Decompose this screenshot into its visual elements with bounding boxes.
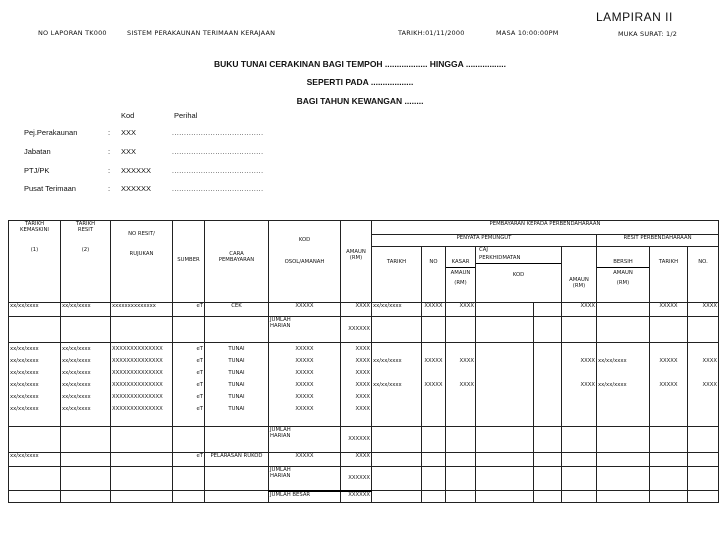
cell: [173, 317, 205, 343]
cell: xx/xx/xxxx xx/xx/xxxx: [597, 343, 650, 427]
cell: XXXX: [562, 303, 597, 317]
cell: [372, 491, 422, 503]
tarikh-cetak: TARIKH:01/11/2000: [398, 29, 465, 37]
table-row: [9, 453, 719, 467]
cell: [372, 427, 422, 453]
cell: XXXXX: [269, 453, 341, 467]
cell: PELARASAN RUKOD: [205, 453, 269, 467]
cell: [650, 453, 688, 467]
cell: [422, 427, 446, 453]
cell: [597, 303, 650, 317]
info-label: Jabatan: [24, 147, 51, 156]
cell: [9, 427, 61, 453]
info-colon: :: [108, 166, 111, 175]
jumlah-harian-label: JUMLAH HARIAN: [269, 467, 341, 491]
lampiran-label: LAMPIRAN II: [596, 10, 673, 24]
cell: [111, 491, 173, 503]
cell: [173, 427, 205, 453]
info-kod: XXXXXX: [121, 184, 152, 193]
cell: xx/xx/xxxx: [372, 303, 422, 317]
cell: XXXXX XXXXX: [650, 343, 688, 427]
cell: [562, 467, 597, 491]
cell: [476, 491, 534, 503]
table-row-jumlah-besar: [9, 491, 719, 503]
th-p-tarikh: TARIKH: [372, 247, 422, 303]
cell: [562, 317, 597, 343]
cell: [476, 303, 534, 317]
cell: XXXX: [341, 303, 372, 317]
cell: [205, 427, 269, 453]
info-kod: XXXXXX: [121, 166, 152, 175]
th-sumber: SUMBER: [173, 221, 205, 303]
th-p-caj: CAJ PERKHIDMATAN KOD: [476, 247, 562, 303]
cell: [688, 453, 719, 467]
cell: XXXX XXXX: [562, 343, 597, 427]
report-title-line1: BUKU TUNAI CERAKINAN BAGI TEMPOH .................. HINGGA .................: [213, 59, 506, 69]
th-p-bersih: BERSIH AMAUN (RM): [597, 247, 650, 303]
cell: TUNAI TUNAI TUNAI TUNAI TUNAI TUNAI: [205, 343, 269, 427]
cell: [597, 453, 650, 467]
th-kod-osol: KOD OSOL/AMANAH: [269, 221, 341, 303]
cell: [534, 467, 562, 491]
jumlah-besar-label: JUMLAH BESAR: [269, 491, 341, 503]
cell: [422, 453, 446, 467]
report-title-line2: SEPERTI PADA ..................: [306, 77, 414, 87]
masa-cetak: MASA 10:00:00PM: [496, 29, 559, 37]
cell: [9, 317, 61, 343]
cell: XXXX: [688, 303, 719, 317]
perihal-label: Perihal: [174, 111, 198, 120]
table-row-jumlah: [9, 467, 719, 491]
cell: [534, 303, 562, 317]
info-label: PTJ/PK: [24, 166, 50, 175]
cell: [372, 317, 422, 343]
jumlah-harian-label: JUMLAH HARIAN: [269, 317, 341, 343]
cell: [422, 491, 446, 503]
cell: XXXXX XXXXX: [422, 343, 446, 427]
cell: xxxxxxxxxxxxxx: [111, 303, 173, 317]
cell: [650, 317, 688, 343]
info-kod: XXX: [121, 128, 137, 137]
cell: XXXX: [446, 303, 476, 317]
cell: XXXXX: [650, 303, 688, 317]
th-amaun: AMAUN (RM): [341, 221, 372, 303]
cell: [597, 467, 650, 491]
cell: [111, 317, 173, 343]
cell: [61, 427, 111, 453]
cell: [61, 317, 111, 343]
cell: [597, 317, 650, 343]
no-laporan: NO LAPORAN TK000: [38, 29, 107, 37]
cell: [446, 453, 476, 467]
cell: XXXX XXXX: [688, 343, 719, 427]
th-penyata-pemungut: PENYATA PEMUNGUT: [372, 235, 597, 247]
cell: [597, 491, 650, 503]
th-tarikh-resit: TARIKH RESIT (2): [61, 221, 111, 303]
cell: [650, 467, 688, 491]
cell: [422, 317, 446, 343]
th-p-no: NO: [422, 247, 446, 303]
info-perihal: ......................................: [172, 186, 264, 193]
cell: [446, 427, 476, 453]
th-resit-perbendaharaan: RESIT PERBENDAHARAAN: [597, 235, 719, 247]
th-p-kasar: KASAR AMAUN (RM): [446, 247, 476, 303]
cell: [173, 491, 205, 503]
cell: [476, 467, 534, 491]
cell: xx/xx/xxxx xx/xx/xxxx: [372, 343, 422, 427]
cell: [476, 317, 534, 343]
info-label: Pej.Perakaunan: [24, 128, 78, 137]
table-row-jumlah: [9, 317, 719, 343]
info-colon: :: [108, 147, 111, 156]
cell: [562, 453, 597, 467]
info-colon: :: [108, 184, 111, 193]
cell: XXXXX XXXXX XXXXX XXXXX XXXXX XXXXX: [269, 343, 341, 427]
jumlah-besar-value: XXXXXX: [341, 491, 372, 503]
cell: [688, 467, 719, 491]
th-no-resit: NO RESIT/ RUJUKAN: [111, 221, 173, 303]
cell: XXXXX: [269, 303, 341, 317]
jumlah-harian-value: XXXXXX: [341, 467, 372, 491]
th-r-tarikh: TARIKH: [650, 247, 688, 303]
cell: xx/xx/xxxx xx/xx/xxxx xx/xx/xxxx xx/xx/xxxx xx/xx/xxxx xx/xx/xxxx: [61, 343, 111, 427]
th-cara-pembayaran: CARA PEMBAYARAN: [205, 221, 269, 303]
cell: XXXX: [341, 453, 372, 467]
jumlah-harian-value: XXXXXX: [341, 427, 372, 453]
table-row: [9, 303, 719, 317]
cell: [9, 491, 61, 503]
table-header-row: [9, 221, 719, 235]
cell: XXXX XXXX XXXX XXXX XXXX XXXX: [341, 343, 372, 427]
jumlah-harian-label: JUMLAH HARIAN: [269, 427, 341, 453]
cash-book-table: [8, 220, 719, 503]
cell: xx/xx/xxxx xx/xx/xxxx xx/xx/xxxx xx/xx/xxxx xx/xx/xxxx xx/xx/xxxx: [9, 343, 61, 427]
cell: [111, 427, 173, 453]
table-row-jumlah: [9, 427, 719, 453]
cell: [372, 467, 422, 491]
cell: [205, 317, 269, 343]
cell: [562, 427, 597, 453]
report-title-line3: BAGI TAHUN KEWANGAN ........: [296, 96, 424, 106]
cell: [372, 453, 422, 467]
cell: [534, 343, 562, 427]
cell: [61, 491, 111, 503]
cell: eT: [173, 303, 205, 317]
cell: [650, 427, 688, 453]
cell: [650, 491, 688, 503]
cell: eT eT eT eT eT eT: [173, 343, 205, 427]
cell: [476, 343, 534, 427]
info-colon: :: [108, 128, 111, 137]
th-p-amaun: AMAUN (RM): [562, 247, 597, 303]
cell: XXXXXXXXXXXXXX XXXXXXXXXXXXXX XXXXXXXXXXXXXX XXXXXXXXXXXXXX XXXXXXXXXXXXXX XXXXXXXXXXXXXX: [111, 343, 173, 427]
kod-label: Kod: [121, 111, 135, 120]
cell: [534, 453, 562, 467]
cell: [205, 491, 269, 503]
cell: [597, 427, 650, 453]
cell: [205, 467, 269, 491]
cell: [111, 453, 173, 467]
cell: [688, 317, 719, 343]
cell: CEK: [205, 303, 269, 317]
cell: [534, 427, 562, 453]
cell: [534, 317, 562, 343]
th-r-no: NO.: [688, 247, 719, 303]
cell: [446, 467, 476, 491]
info-perihal: ......................................: [172, 168, 264, 175]
cell: XXXXX: [422, 303, 446, 317]
info-kod: XXX: [121, 147, 137, 156]
cell: XXXX XXXX: [446, 343, 476, 427]
th-tarikh-kemaskini: TARIKH KEMASKINI (1): [9, 221, 61, 303]
cell: xx/xx/xxxx: [9, 453, 61, 467]
cell: [476, 427, 534, 453]
cell: [61, 467, 111, 491]
muka-surat: MUKA SURAT: 1/2: [618, 30, 678, 38]
cell: [9, 467, 61, 491]
cell: eT: [173, 453, 205, 467]
sistem-title: SISTEM PERAKAUNAN TERIMAAN KERAJAAN: [127, 29, 276, 37]
table-row-group: [9, 343, 719, 427]
cell: [688, 427, 719, 453]
info-label: Pusat Terimaan: [24, 184, 76, 193]
cell: [422, 467, 446, 491]
info-perihal: ......................................: [172, 130, 264, 137]
cell: [476, 453, 534, 467]
cell: xx/xx/xxxx: [61, 303, 111, 317]
cell: [446, 317, 476, 343]
cell: [534, 491, 562, 503]
cell: xx/xx/xxxx: [9, 303, 61, 317]
cell: [688, 491, 719, 503]
cell: [562, 491, 597, 503]
cell: [111, 467, 173, 491]
cell: [173, 467, 205, 491]
jumlah-harian-value: XXXXXX: [341, 317, 372, 343]
th-pembayaran: PEMBAYARAN KEPADA PERBENDAHARAAN: [372, 221, 719, 235]
info-perihal: ......................................: [172, 149, 264, 156]
cell: [446, 491, 476, 503]
cell: [61, 453, 111, 467]
